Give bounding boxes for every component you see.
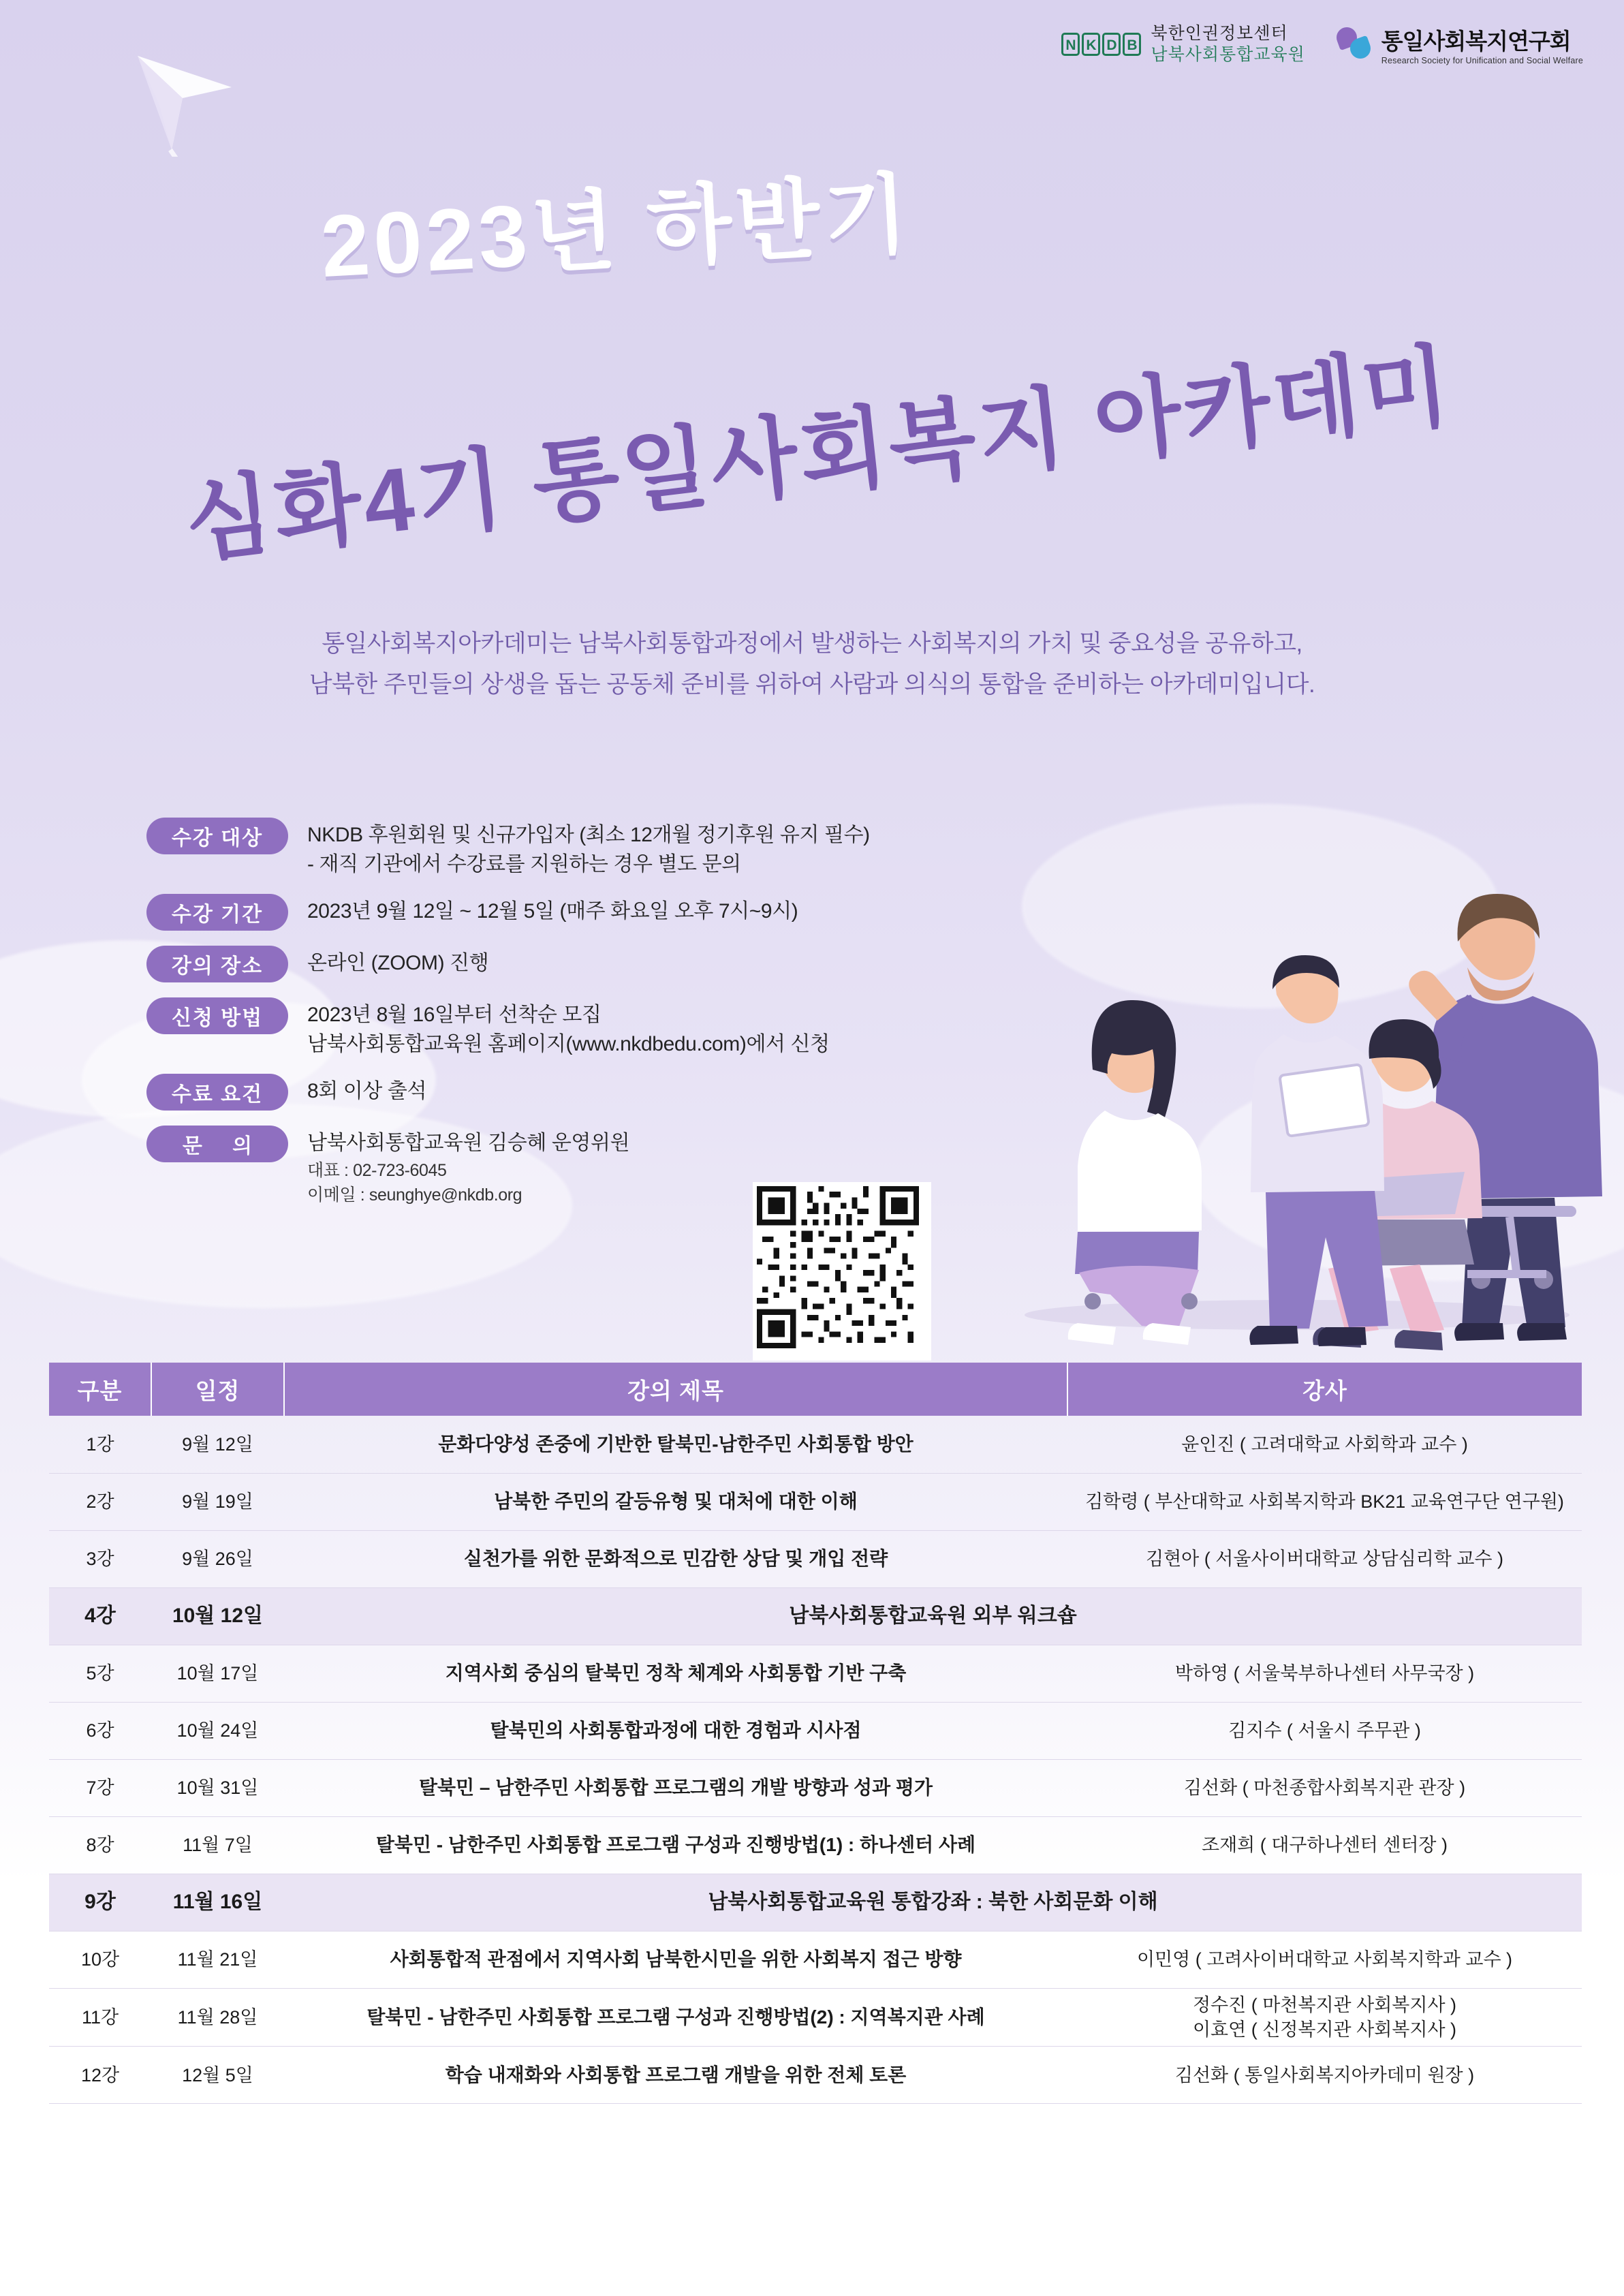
table-row — [49, 1645, 1582, 1702]
info-value-target — [307, 818, 870, 879]
nkdb-letter: N — [1061, 33, 1080, 56]
info-row-location — [146, 946, 978, 982]
table-row-special — [49, 1874, 1582, 1931]
info-value-apply — [307, 997, 830, 1059]
contact-phone: 대표 : 02-723-6045 — [307, 1160, 447, 1180]
cell-lecturer: 김지수 ( 서울시 주무관 ) — [1067, 1702, 1582, 1759]
cell-lecturer: 김현아 ( 서울사이버대학교 상담심리학 교수 ) — [1067, 1530, 1582, 1587]
rsuw-mark-icon — [1337, 26, 1373, 63]
schedule-table-wrap — [49, 1363, 1582, 2104]
cell-title: 남북한 주민의 갈등유형 및 대처에 대한 이해 — [284, 1473, 1067, 1530]
info-label-location: 강의 장소 — [146, 946, 288, 982]
table-head — [49, 1363, 1582, 1416]
rsuw-logo-title: 통일사회복지연구회 — [1381, 28, 1571, 54]
info-row-target — [146, 818, 978, 879]
person-left-seated — [1068, 1000, 1202, 1345]
nkdb-mark-icon — [1061, 33, 1141, 56]
cell-date: 10월 24일 — [151, 1702, 284, 1759]
paper-plane-icon — [129, 48, 245, 157]
table-row — [49, 1931, 1582, 1988]
nkdb-letter: K — [1082, 33, 1100, 56]
cell-lecturer — [1067, 1988, 1582, 2047]
table-row — [49, 1702, 1582, 1759]
cell-no: 9강 — [49, 1874, 151, 1931]
schedule-table — [49, 1363, 1582, 2104]
cell-date: 9월 26일 — [151, 1530, 284, 1587]
rsuw-logo-subtitle: Research Society for Unification and Social Welfare — [1381, 55, 1583, 65]
table-header-no: 구분 — [49, 1363, 151, 1416]
cell-lecturer: 박하영 ( 서울북부하나센터 사무국장 ) — [1067, 1645, 1582, 1702]
nkdb-logo-text — [1151, 23, 1305, 66]
cell-title: 학습 내재화와 사회통합 프로그램 개발을 위한 전체 토론 — [284, 2047, 1067, 2104]
cell-lecturer: 윤인진 ( 고려대학교 사회학과 교수 ) — [1067, 1416, 1582, 1473]
cell-title: 사회통합적 관점에서 지역사회 남북한시민을 위한 사회복지 접근 방향 — [284, 1931, 1067, 1988]
table-row — [49, 1988, 1582, 2047]
cell-no: 5강 — [49, 1645, 151, 1702]
rsuw-logo — [1337, 24, 1583, 65]
table-header-row — [49, 1363, 1582, 1416]
table-header-lecturer: 강사 — [1067, 1363, 1582, 1416]
table-body — [49, 1416, 1582, 2104]
cell-lecturer: 조재희 ( 대구하나센터 센터장 ) — [1067, 1816, 1582, 1874]
cell-title: 지역사회 중심의 탈북민 정착 체계와 사회통합 기반 구축 — [284, 1645, 1067, 1702]
info-row-period — [146, 894, 978, 931]
cell-title: 탈북민 – 남한주민 사회통합 프로그램의 개발 방향과 성과 평가 — [284, 1759, 1067, 1816]
header-logos — [1061, 23, 1583, 66]
cell-date: 12월 5일 — [151, 2047, 284, 2104]
cell-lecturer: 김선화 ( 마천종합사회복지관 관장 ) — [1067, 1759, 1582, 1816]
subtitle-line1: 통일사회복지아카데미는 남북사회통합과정에서 발생하는 사회복지의 가치 및 중요성을 공유하고, — [322, 630, 1302, 657]
info-row-apply — [146, 997, 978, 1059]
cell-no: 6강 — [49, 1702, 151, 1759]
info-line: - 재직 기관에서 수강료를 지원하는 경우 별도 문의 — [307, 852, 741, 875]
lecturer-line: 이효연 ( 신정복지관 사회복지사 ) — [1192, 2019, 1457, 2040]
contact-email: 이메일 : seunghye@nkdb.org — [307, 1185, 522, 1205]
cell-date: 11월 7일 — [151, 1816, 284, 1874]
table-row — [49, 1530, 1582, 1587]
table-row — [49, 1759, 1582, 1816]
cell-title: 남북사회통합교육원 외부 워크숍 — [284, 1587, 1582, 1645]
cell-no: 2강 — [49, 1473, 151, 1530]
lecturer-line: 정수진 ( 마천복지관 사회복지사 ) — [1192, 1994, 1457, 2015]
cell-no: 1강 — [49, 1416, 151, 1473]
cell-date: 11월 16일 — [151, 1874, 284, 1931]
info-block — [146, 818, 978, 1222]
info-line: 남북사회통합교육원 김승혜 운영위원 — [307, 1132, 630, 1155]
info-value-period — [307, 894, 798, 927]
rsuw-logo-text — [1381, 24, 1583, 65]
info-line: 남북사회통합교육원 홈페이지(www.nkdbedu.com)에서 신청 — [307, 1032, 830, 1055]
person-center-book — [1249, 955, 1388, 1346]
cell-date: 10월 12일 — [151, 1587, 284, 1645]
table-row — [49, 1473, 1582, 1530]
qr-code[interactable] — [753, 1182, 931, 1361]
nkdb-letter: D — [1102, 33, 1121, 56]
cell-title: 탈북민 - 남한주민 사회통합 프로그램 구성과 진행방법(2) : 지역복지관 사례 — [284, 1988, 1067, 2047]
cell-no: 3강 — [49, 1530, 151, 1587]
info-value-location — [307, 946, 488, 978]
cell-title: 탈북민 - 남한주민 사회통합 프로그램 구성과 진행방법(1) : 하나센터 사례 — [284, 1816, 1067, 1874]
info-line: 2023년 8월 16일부터 선착순 모집 — [307, 1004, 602, 1027]
nkdb-letter: B — [1123, 33, 1141, 56]
info-value-contact — [307, 1126, 629, 1207]
cell-title: 남북사회통합교육원 통합강좌 : 북한 사회문화 이해 — [284, 1874, 1582, 1931]
nkdb-logo-line1: 북한인권정보센터 — [1151, 24, 1288, 43]
table-header-title: 강의 제목 — [284, 1363, 1067, 1416]
info-label-target: 수강 대상 — [146, 818, 288, 854]
poster-subtitle — [0, 623, 1624, 704]
poster-title-line1: 2023년 하반기 — [318, 165, 915, 296]
cell-no: 8강 — [49, 1816, 151, 1874]
info-label-period: 수강 기간 — [146, 894, 288, 931]
table-row — [49, 1416, 1582, 1473]
cell-no: 11강 — [49, 1988, 151, 2047]
nkdb-logo-line2: 남북사회통합교육원 — [1151, 45, 1305, 65]
cell-lecturer: 이민영 ( 고려사이버대학교 사회복지학과 교수 ) — [1067, 1931, 1582, 1988]
cell-no: 4강 — [49, 1587, 151, 1645]
cell-lecturer: 김선화 ( 통일사회복지아카데미 원장 ) — [1067, 2047, 1582, 2104]
people-illustration — [990, 770, 1604, 1356]
cell-no: 7강 — [49, 1759, 151, 1816]
cell-date: 11월 21일 — [151, 1931, 284, 1988]
cell-lecturer: 김학령 ( 부산대학교 사회복지학과 BK21 교육연구단 연구원) — [1067, 1473, 1582, 1530]
cell-date: 9월 19일 — [151, 1473, 284, 1530]
info-line: 2023년 9월 12일 ~ 12월 5일 (매주 화요일 오후 7시~9시) — [307, 900, 798, 923]
info-row-completion — [146, 1074, 978, 1111]
info-line: 8회 이상 출석 — [307, 1080, 427, 1103]
poster-title-line2: 심화4기 통일사회복지 아카데미 — [180, 335, 1456, 573]
cell-date: 10월 17일 — [151, 1645, 284, 1702]
info-value-completion — [307, 1074, 426, 1106]
cell-no: 10강 — [49, 1931, 151, 1988]
info-label-apply: 신청 방법 — [146, 997, 288, 1034]
info-label-contact: 문 의 — [146, 1126, 288, 1162]
cell-title: 실천가를 위한 문화적으로 민감한 상담 및 개입 전략 — [284, 1530, 1067, 1587]
table-row — [49, 2047, 1582, 2104]
cell-title: 문화다양성 존중에 기반한 탈북민-남한주민 사회통합 방안 — [284, 1416, 1067, 1473]
table-header-date: 일정 — [151, 1363, 284, 1416]
subtitle-line2: 남북한 주민들의 상생을 돕는 공동체 준비를 위하여 사람과 의식의 통합을 준비하는 아카데미입니다. — [309, 670, 1315, 698]
cell-date: 9월 12일 — [151, 1416, 284, 1473]
info-line: 온라인 (ZOOM) 진행 — [307, 952, 489, 975]
cell-title: 탈북민의 사회통합과정에 대한 경험과 시사점 — [284, 1702, 1067, 1759]
table-row — [49, 1816, 1582, 1874]
info-label-completion: 수료 요건 — [146, 1074, 288, 1111]
cell-no: 12강 — [49, 2047, 151, 2104]
nkdb-logo — [1061, 23, 1305, 66]
cell-date: 11월 28일 — [151, 1988, 284, 2047]
info-line: NKDB 후원회원 및 신규가입자 (최소 12개월 정기후원 유지 필수) — [307, 824, 870, 846]
table-row-special — [49, 1587, 1582, 1645]
cell-date: 10월 31일 — [151, 1759, 284, 1816]
